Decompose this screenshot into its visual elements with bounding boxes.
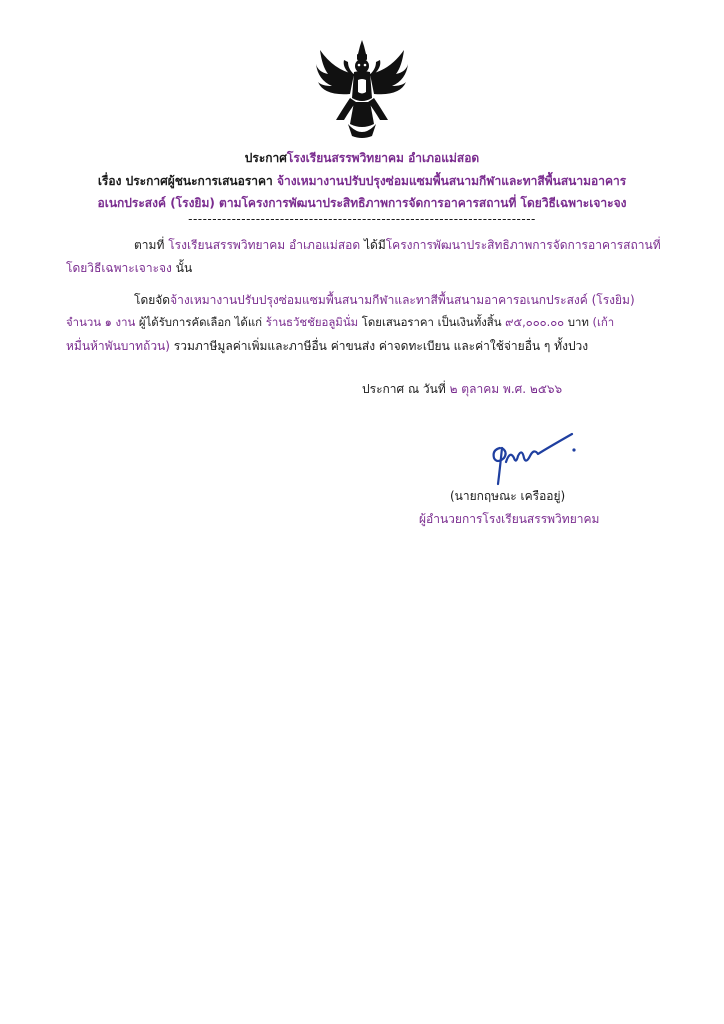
subject-project-cont: อเนกประสงค์ (โรงยิม) [97,196,215,210]
p1-prefix: ตามที่ [134,238,165,252]
p2-prefix: โดยจัด [134,293,171,307]
signer-name: (นายกฤษณะ เครืออยู่) [450,489,566,503]
p1-school: โรงเรียนสรรพวิทยาคม อำเภอแม่สอด [168,238,361,252]
subject-project: จ้างเหมางานปรับปรุงซ่อมแซมพื้นสนามกีฬาและทาสีพื้นสนามอาคาร [276,174,627,188]
p1-end: นั้น [175,261,193,275]
divider: ------------------------------------------------------------------------ [188,212,536,226]
paragraph-1-line-1 [134,236,661,255]
p2-tail: รวมภาษีมูลค่าเพิ่มและภาษีอื่น ค่าขนส่ง ค่าจดทะเบียน และค่าใช้จ่ายอื่น ๆ ทั้งปวง [173,339,589,353]
subject-prefix: เรื่อง ประกาศผู้ชนะการเสนอราคา [97,174,273,188]
p2-amount-words-cont: หมื่นห้าพันบาทถ้วน) [66,339,170,353]
p1-mid: ได้มี [363,238,386,252]
p2-qty: จำนวน ๑ งาน [66,315,136,329]
p2-baht: บาท [567,315,589,329]
p2-offer: โดยเสนอราคา เป็นเงินทั้งสิ้น [361,315,502,329]
p1-project: โครงการพัฒนาประสิทธิภาพการจัดการอาคารสถานที่ [385,238,661,252]
announcement-title [0,149,724,168]
p2-amount-words: (เก้า [592,315,615,329]
title-prefix: ประกาศ [244,151,287,165]
garuda-emblem [314,40,410,140]
p2-amount: ๙๕,๐๐๐.๐๐ [505,315,565,329]
title-school: โรงเรียนสรรพวิทยาคม อำเภอแม่สอด [286,151,480,165]
date-value: ๒ ตุลาคม พ.ศ. ๒๕๖๖ [449,382,563,396]
announcement-date [362,380,562,399]
paragraph-2-line-3 [66,337,588,356]
p2-selected: ผู้ได้รับการคัดเลือก ได้แก่ [138,315,263,329]
subject-mid: ตามโครงการพัฒนาประสิทธิภาพการจัดการอาคารสถานที่ [219,196,517,210]
paragraph-2-line-1 [134,291,635,310]
subject-line-1 [0,172,724,191]
subject-line-2 [0,194,724,213]
p1-method: โดยวิธีเฉพาะเจาะจง [66,261,172,275]
p2-project: จ้างเหมางานปรับปรุงซ่อมแซมพื้นสนามกีฬาและทาสีพื้นสนามอาคารอเนกประสงค์ (โรงยิม) [170,293,635,307]
date-prefix: ประกาศ ณ วันที่ [362,382,446,396]
signer-position: ผู้อำนวยการโรงเรียนสรรพวิทยาคม [419,512,600,526]
paragraph-1-line-2 [66,259,192,278]
subject-method: โดยวิธีเฉพาะเจาะจง [520,196,627,210]
paragraph-2-line-2 [66,314,614,332]
p2-vendor: ร้านธวัชชัยอลูมินั่ม [265,315,359,329]
handwritten-signature [478,428,578,488]
